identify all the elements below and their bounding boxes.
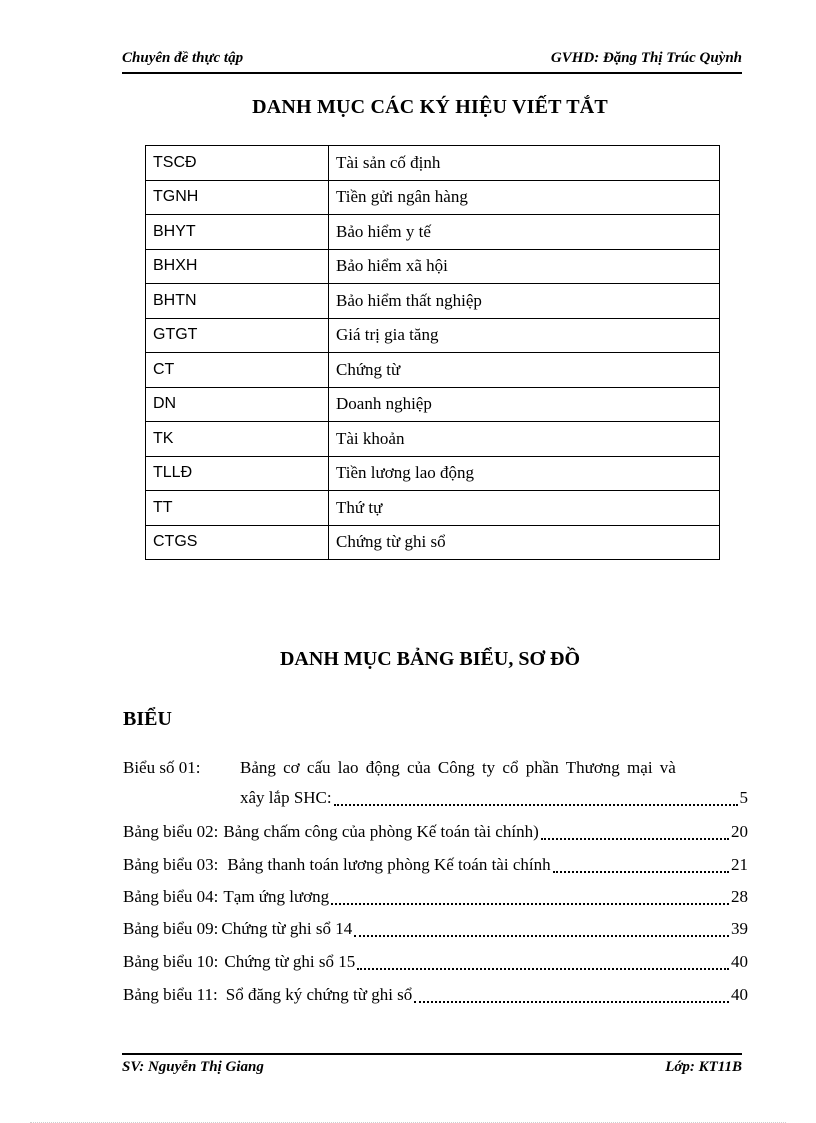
footer-class: Lớp: KT11B — [665, 1059, 742, 1075]
entry-label: Bảng biểu 04: — [123, 887, 219, 906]
page-number: 40 — [731, 985, 748, 1004]
leader-dots — [414, 1000, 729, 1003]
table-row — [146, 387, 720, 422]
table-row — [146, 180, 720, 215]
table-row — [146, 249, 720, 284]
entry-text: Tạm ứng lương — [223, 887, 330, 906]
entry-text: Bảng thanh toán lương phòng Kế toán tài chính — [227, 855, 551, 874]
header-subject: Chuyên đề thực tập — [122, 50, 244, 66]
list-item — [123, 919, 748, 943]
leader-dots — [541, 837, 729, 840]
entry-label: Bảng biểu 03: — [123, 855, 219, 874]
abbr-meaning: Tài sản cố định — [329, 146, 720, 181]
entry-text: Bảng chấm công của phòng Kế toán tài chính) — [223, 822, 539, 841]
page-footer — [122, 1053, 742, 1079]
table-row — [146, 215, 720, 250]
table-row — [146, 146, 720, 181]
entry-text: Bảng cơ cấu lao động của Công ty cổ phần Thương mại và — [240, 758, 676, 777]
abbr-meaning: Tiền gửi ngân hàng — [329, 180, 720, 215]
page-header — [122, 50, 742, 74]
table-row — [146, 353, 720, 388]
entry-label: Bảng biểu 10: — [123, 952, 219, 971]
abbr-meaning: Thứ tự — [329, 491, 720, 526]
abbr-code: BHXH — [146, 249, 329, 284]
leader-dots — [334, 803, 738, 806]
page-number: 5 — [739, 788, 748, 807]
abbr-meaning: Bảo hiểm thất nghiệp — [329, 284, 720, 319]
entry-label: Bảng biểu 09: — [123, 919, 219, 938]
entry-text: Chứng từ ghi sổ 14 — [221, 919, 353, 938]
list-item — [123, 985, 748, 1009]
abbr-meaning: Chứng từ ghi sổ — [329, 525, 720, 560]
page-number: 39 — [731, 919, 748, 938]
footer-student: SV: Nguyễn Thị Giang — [122, 1059, 264, 1075]
leader-dots — [357, 967, 729, 970]
abbr-code: DN — [146, 387, 329, 422]
abbr-meaning: Doanh nghiệp — [329, 387, 720, 422]
entry-label: Bảng biểu 11: — [123, 985, 218, 1004]
entry-text: Sổ đăng ký chứng từ ghi sổ — [225, 985, 413, 1004]
entry-text: Chứng từ ghi sổ 15 — [224, 952, 356, 971]
abbreviations-title: DANH MỤC CÁC KÝ HIỆU VIẾT TẮT — [252, 96, 608, 118]
table-row — [146, 525, 720, 560]
abbr-meaning: Chứng từ — [329, 353, 720, 388]
table-row — [146, 318, 720, 353]
abbr-code: TLLĐ — [146, 456, 329, 491]
page-number: 21 — [731, 855, 748, 874]
page-number: 28 — [731, 887, 748, 906]
abbr-code: TT — [146, 491, 329, 526]
section-heading: BIỂU — [123, 708, 172, 730]
abbr-meaning: Giá trị gia tăng — [329, 318, 720, 353]
abbr-code: BHTN — [146, 284, 329, 319]
entry-label: Biểu số 01: — [123, 758, 201, 777]
abbr-code: BHYT — [146, 215, 329, 250]
list-item-continued — [240, 788, 748, 812]
entry-label: Bảng biểu 02: — [123, 822, 219, 841]
abbr-code: TSCĐ — [146, 146, 329, 181]
leader-dots — [331, 902, 729, 905]
header-supervisor: GVHD: Đặng Thị Trúc Quỳnh — [550, 50, 742, 66]
list-item — [123, 855, 748, 879]
abbr-meaning: Tiền lương lao động — [329, 456, 720, 491]
tables-list-title: DANH MỤC BẢNG BIỂU, SƠ ĐỒ — [279, 648, 581, 670]
table-row — [146, 422, 720, 457]
abbr-meaning: Tài khoản — [329, 422, 720, 457]
list-item — [123, 952, 748, 976]
abbr-code: TGNH — [146, 180, 329, 215]
list-item — [123, 822, 748, 846]
abbreviations-table — [145, 145, 720, 560]
entry-text-continued: xây lắp SHC: — [240, 788, 332, 807]
page-number: 40 — [731, 952, 748, 971]
abbr-code: GTGT — [146, 318, 329, 353]
abbr-code: CT — [146, 353, 329, 388]
abbr-meaning: Bảo hiểm y tế — [329, 215, 720, 250]
table-row — [146, 456, 720, 491]
leader-dots — [553, 870, 729, 873]
table-row — [146, 491, 720, 526]
page-number: 20 — [731, 822, 748, 841]
list-item — [123, 758, 748, 782]
table-row — [146, 284, 720, 319]
abbr-code: CTGS — [146, 525, 329, 560]
list-item — [123, 887, 748, 911]
leader-dots — [354, 934, 729, 937]
abbr-meaning: Bảo hiểm xã hội — [329, 249, 720, 284]
abbr-code: TK — [146, 422, 329, 457]
